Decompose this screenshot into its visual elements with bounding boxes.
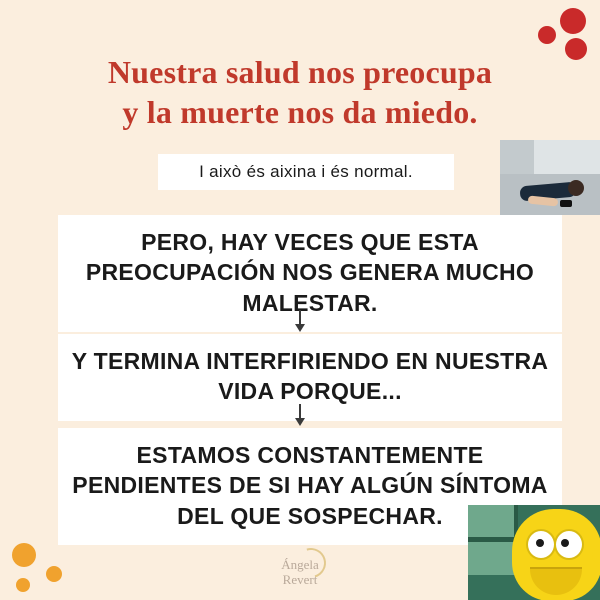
band-1-line-3: MALESTAR.	[242, 289, 378, 316]
message-band-1	[58, 215, 562, 332]
poster-headline	[0, 52, 600, 132]
band-2-line-1: Y TERMINA INTERFIRIENDO EN NUESTRA	[71, 348, 549, 374]
decorative-red-dot	[538, 26, 556, 44]
band-2-line-2: VIDA PORQUE...	[218, 378, 402, 405]
band-3-line-1: ESTAMOS CONSTANTEMENTE	[136, 442, 484, 468]
headline-line-1: Nuestra salud nos preocupa	[107, 54, 493, 90]
signature-line-1: Ángela	[281, 557, 319, 572]
decorative-red-dot	[560, 8, 586, 34]
headline-line-2: y la muerte nos da miedo.	[122, 94, 478, 130]
down-arrow-icon	[293, 404, 307, 426]
down-arrow-icon	[293, 310, 307, 332]
photo-person-on-floor	[500, 140, 600, 215]
signature-line-2: Revert	[282, 571, 318, 587]
band-3-line-3: DEL QUE SOSPECHAR.	[177, 502, 443, 529]
cartoon-window-bar	[468, 537, 514, 542]
band-1-line-1: PERO, HAY VECES QUE ESTA	[141, 229, 479, 255]
band-3-line-2: PENDIENTES DE SI HAY ALGÚN SÍNTOMA	[72, 472, 548, 499]
signature	[0, 558, 600, 588]
cartoon-pupil-right	[561, 539, 569, 547]
cartoon-eye-right	[554, 529, 584, 560]
message-band-2	[58, 334, 562, 421]
cartoon-pupil-left	[536, 539, 544, 547]
poster-subtitle: I això és aixina i és normal.	[158, 154, 454, 190]
photo-phone	[560, 200, 572, 207]
photo-head	[568, 180, 584, 196]
band-1-line-2: PREOCUPACIÓN NOS GENERA MUCHO	[85, 259, 535, 286]
